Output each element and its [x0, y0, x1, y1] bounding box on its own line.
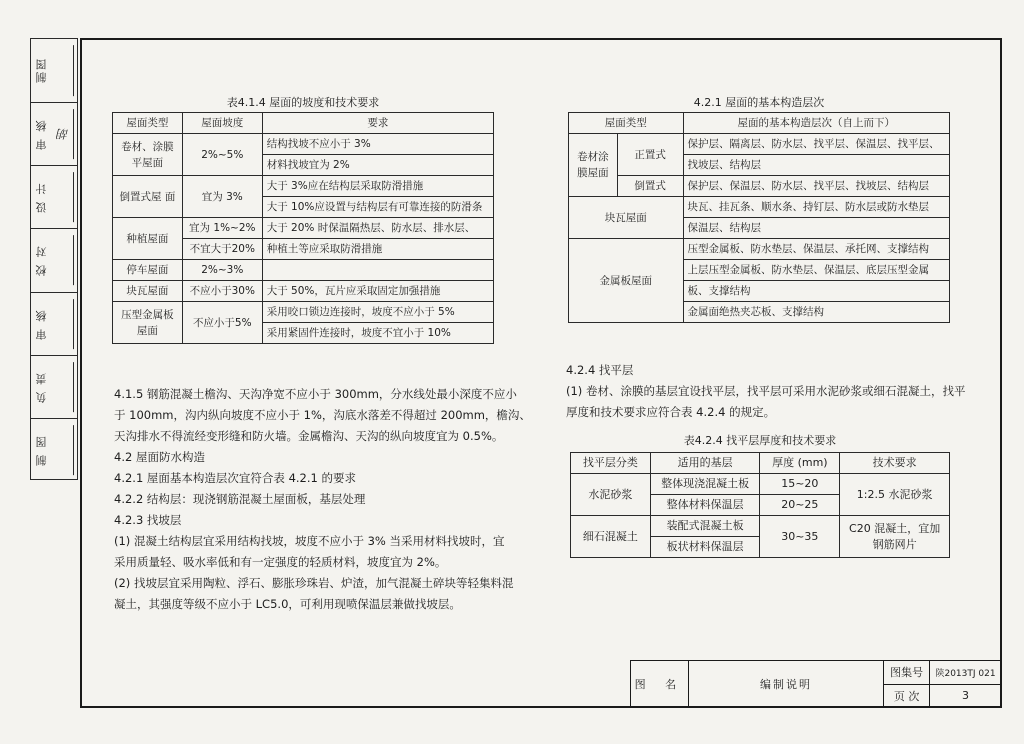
text-line: 天沟排水不得流经变形缝和防火墙。金属檐沟、天沟的纵向坡度宜为 0.5%。 [114, 429, 504, 443]
table-424-req-line: C20 混凝土，宜加 [849, 521, 941, 535]
table-421-cell-group: 金属板屋面 [569, 239, 684, 323]
table-414-cell-type: 种植屋面 [113, 218, 183, 260]
table-424-header-req: 技术要求 [840, 453, 950, 474]
text-line: (1) 卷材、涂膜的基层宜设找平层，找平层可采用水泥砂浆或细石混凝土，找平 [566, 384, 966, 398]
approval-label: 设 计 [35, 181, 48, 214]
table-424-header-base: 适用的基层 [650, 453, 760, 474]
table-424-cell-req [840, 516, 950, 558]
table-424-caption: 表4.2.4 找平层厚度和技术要求 [683, 434, 837, 447]
table-414-cell-type: 块瓦屋面 [113, 281, 183, 302]
title-name-value: 编制说明 [688, 661, 883, 708]
text-line: (1) 混凝土结构层宜采用结构找坡，坡度不应小于 3% 当采用材料找坡时，宜 [114, 534, 505, 548]
table-421-cell-layers: 找坡层、结构层 [683, 155, 950, 176]
title-page-value: 3 [930, 684, 1002, 708]
table-421-caption: 4.2.1 屋面的基本构造层次 [693, 96, 825, 109]
table-414 [112, 112, 494, 344]
table-414-cell-slope: 宜为 3% [182, 176, 262, 218]
text-line: 4.2.2 结构层：现浇钢筋混凝土屋面板，基层处理 [114, 492, 366, 506]
table-421-header-type: 屋面类型 [569, 113, 684, 134]
approval-cell [31, 292, 77, 355]
approval-strip [30, 38, 78, 480]
table-424-header-thickness: 厚度 (mm) [760, 453, 840, 474]
table-421-cell-group: 卷材涂膜屋面 [569, 134, 618, 197]
table-421-cell-layers: 压型金属板、防水垫层、保温层、承托网、支撑结构 [683, 239, 950, 260]
title-block [630, 660, 1002, 708]
table-414-cell-slope: 2%~3% [182, 260, 262, 281]
table-414-cell-req: 大于 3%应在结构层采取防滑措施 [262, 176, 493, 197]
table-424-cell-type: 细石混凝土 [571, 516, 651, 558]
approval-label: 制图 [35, 57, 48, 84]
text-line: 厚度和技术要求应符合表 4.2.4 的规定。 [566, 405, 776, 419]
text-line: 4.2.4 找平层 [566, 363, 634, 377]
table-414-cell-slope: 不宜大于20% [182, 239, 262, 260]
table-424-header-type: 找平层分类 [571, 453, 651, 474]
text-line: 4.2.1 屋面基本构造层次宜符合表 4.2.1 的要求 [114, 471, 356, 485]
right-body-text [566, 360, 965, 423]
approval-label: 校 对 [35, 244, 48, 277]
table-414-cell-slope: 宜为 1%~2% [182, 218, 262, 239]
table-424-cell-thickness: 20~25 [760, 495, 840, 516]
table-414-cell-slope: 不应小于5% [182, 302, 262, 344]
table-421-cell-layers: 保护层、保温层、防水层、找平层、找坡层、结构层 [683, 176, 950, 197]
table-414-cell-req: 大于 50%，瓦片应采取固定加强措施 [262, 281, 493, 302]
table-421-cell-layers: 块瓦、挂瓦条、顺水条、持钉层、防水层或防水垫层 [683, 197, 950, 218]
table-414-cell-req: 采用咬口锁边连接时，坡度不应小于 5% [262, 302, 493, 323]
approval-cell [31, 418, 77, 481]
table-421-cell-subtype: 正置式 [617, 134, 683, 176]
table-421-cell-subtype: 倒置式 [617, 176, 683, 197]
approval-signature [53, 172, 74, 222]
table-414-cell-slope: 不应小于30% [182, 281, 262, 302]
approval-signature [53, 425, 74, 475]
approval-signature [53, 362, 74, 412]
approval-label: 审 核 [35, 118, 48, 150]
text-line: (2) 找坡层宜采用陶粒、浮石、膨胀珍珠岩、炉渣，加气混凝土碎块等轻集料混 [114, 576, 514, 590]
table-421-cell-layers: 保护层、隔离层、防水层、找平层、保温层、找平层、 [683, 134, 950, 155]
table-414-cell-type: 停车屋面 [113, 260, 183, 281]
table-414-cell-type: 卷材、涂膜平屋面 [113, 134, 183, 176]
title-atlas-value: 陕2013TJ 021 [930, 661, 1002, 685]
approval-signature [53, 45, 74, 96]
table-414-cell-req: 采用紧固件连接时，坡度不宜小于 10% [262, 323, 493, 344]
text-line: 4.1.5 钢筋混凝土檐沟、天沟净宽不应小于 300mm，分水线处最小深度不应小 [114, 387, 517, 401]
table-414-cell-type: 倒置式屋 面 [113, 176, 183, 218]
table-424-req-line: 钢筋网片 [872, 537, 917, 551]
text-line: 采用质量轻、吸水率低和有一定强度的轻质材料，坡度宜为 2%。 [114, 555, 447, 569]
approval-label: 制 图 [35, 434, 48, 466]
table-414-header-slope: 屋面坡度 [182, 113, 262, 134]
text-line: 4.2.3 找坡层 [114, 513, 182, 527]
title-atlas-label: 图集号 [884, 661, 930, 685]
table-414-header-req: 要求 [262, 113, 493, 134]
table-424-cell-base: 板状材料保温层 [650, 537, 760, 558]
table-421-cell-layers: 板、支撑结构 [683, 281, 950, 302]
approval-signature [53, 235, 74, 285]
table-414-cell-req: 大于 20% 时保温隔热层、防水层、排水层、 [262, 218, 493, 239]
table-414-caption: 表4.1.4 屋面的坡度和技术要求 [226, 96, 380, 109]
table-421 [568, 112, 950, 323]
table-424-cell-base: 装配式混凝土板 [650, 516, 760, 537]
table-414-cell-req: 材料找坡宜为 2% [262, 155, 493, 176]
approval-label: 审 核 [35, 307, 48, 340]
table-421-cell-layers: 金属面绝热夹芯板、支撑结构 [683, 302, 950, 323]
table-424-cell-type: 水泥砂浆 [571, 474, 651, 516]
table-424-cell-base: 整体材料保温层 [650, 495, 760, 516]
table-421-cell-group: 块瓦屋面 [569, 197, 684, 239]
text-line: 于 100mm，沟内纵向坡度不应小于 1%，沟底水落差不得超过 200mm，檐沟、 [114, 408, 531, 422]
title-page-label: 页 次 [884, 684, 930, 708]
table-414-cell-req [262, 260, 493, 281]
approval-cell [31, 228, 77, 291]
table-414-cell-req: 结构找坡不应小于 3% [262, 134, 493, 155]
approval-cell [31, 355, 77, 418]
table-424-cell-thickness: 30~35 [760, 516, 840, 558]
left-body-text [114, 384, 531, 615]
table-414-header-type: 屋面类型 [113, 113, 183, 134]
text-line: 4.2 屋面防水构造 [114, 450, 205, 464]
table-414-cell-slope: 2%~5% [182, 134, 262, 176]
approval-signature: 胡 [53, 109, 74, 159]
approval-cell [31, 102, 77, 165]
table-424-cell-thickness: 15~20 [760, 474, 840, 495]
table-414-cell-req: 大于 10%应设置与结构层有可靠连接的防滑条 [262, 197, 493, 218]
table-414-cell-type: 压型金属板屋面 [113, 302, 183, 344]
text-line: 凝土，其强度等级不应小于 LC5.0，可利用现喷保温层兼做找坡层。 [114, 597, 461, 611]
approval-label: 负 责 [35, 371, 48, 403]
table-421-header-layers: 屋面的基本构造层次（自上而下） [683, 113, 950, 134]
approval-signature [53, 299, 74, 349]
title-name-label: 图 名 [631, 661, 689, 708]
table-414-cell-req: 种植土等应采取防滑措施 [262, 239, 493, 260]
approval-cell [31, 165, 77, 228]
table-424-cell-req: 1:2.5 水泥砂浆 [840, 474, 950, 516]
approval-cell [31, 39, 77, 102]
table-424-cell-base: 整体现浇混凝土板 [650, 474, 760, 495]
table-421-cell-layers: 保温层、结构层 [683, 218, 950, 239]
table-424 [570, 452, 950, 558]
table-421-cell-layers: 上层压型金属板、防水垫层、保温层、底层压型金属 [683, 260, 950, 281]
